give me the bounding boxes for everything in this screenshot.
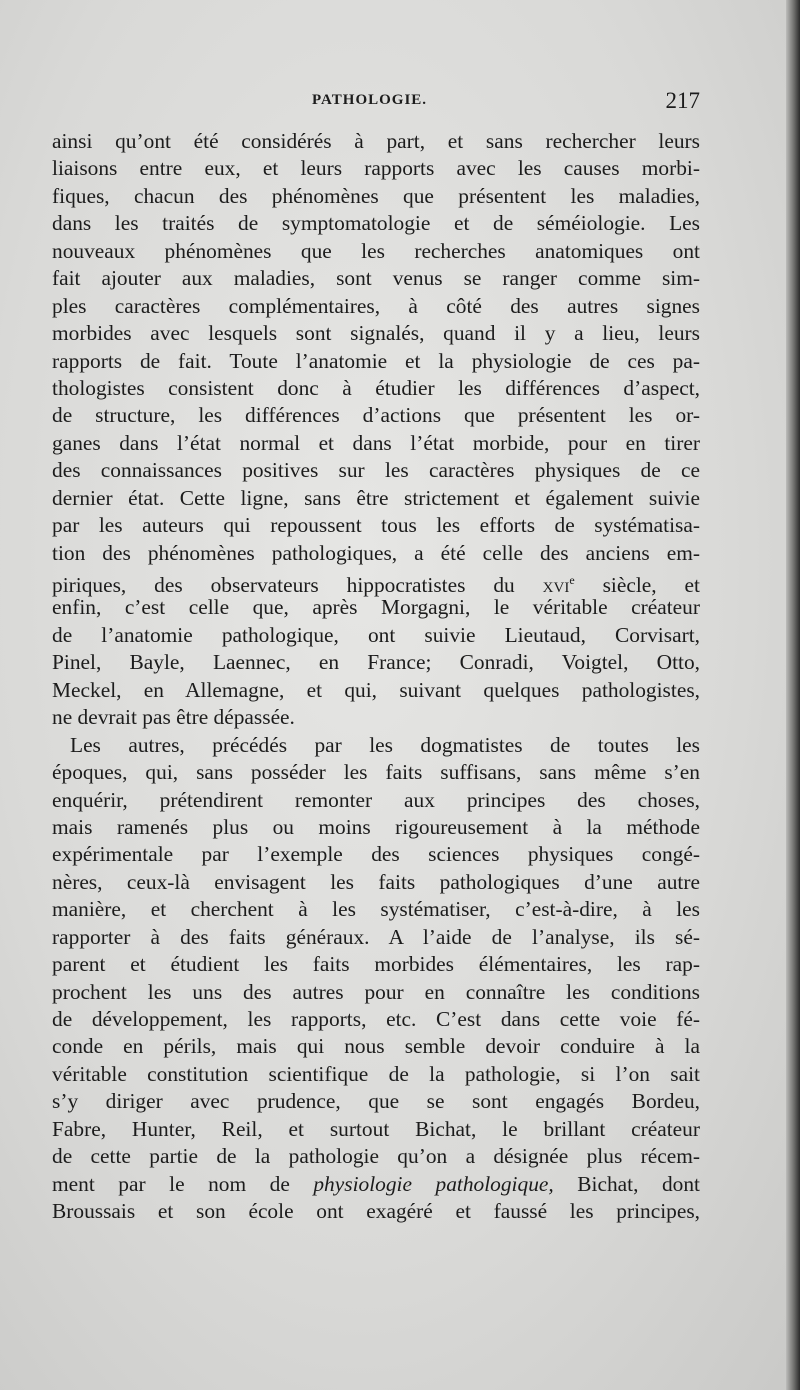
text-line: rapporter à des faits généraux. A l’aide de l’analyse, ils sé- <box>52 924 700 949</box>
superscript: e <box>569 573 575 587</box>
body-text <box>52 128 700 1226</box>
text-line: morbides avec lesquels sont signalés, quand il y a lieu, leurs <box>52 321 700 346</box>
text-line: ganes dans l’état normal et dans l’état morbide, pour en tirer <box>52 430 700 455</box>
text-line: ainsi qu’ont été considérés à part, et sans rechercher leurs <box>52 129 700 153</box>
page-header <box>52 88 700 118</box>
text-line: Pinel, Bayle, Laennec, en France; Conradi, Voigtel, Otto, <box>52 650 700 675</box>
text-line: dernier état. Cette ligne, sans être strictement et également suivie <box>52 485 700 510</box>
text-line: fait ajouter aux maladies, sont venus se ranger comme sim- <box>52 266 700 291</box>
text-line: dans les traités de symptomatologie et de séméiologie. Les <box>52 211 700 236</box>
text-line: mais ramenés plus ou moins rigoureusement à la méthode <box>52 814 700 839</box>
text-line: nouveaux phénomènes que les recherches anatomiques ont <box>52 238 700 263</box>
text-line: de cette partie de la pathologie qu’on a désignée plus récem- <box>52 1144 700 1169</box>
page-number: 217 <box>665 88 700 113</box>
text-line: prochent les uns des autres pour en connaître les conditions <box>52 979 700 1004</box>
text-line: véritable constitution scientifique de la pathologie, si l’on sait <box>52 1061 700 1086</box>
text-line-italic <box>52 1171 700 1198</box>
text-line: tion des phénomènes pathologiques, a été celle des anciens em- <box>52 540 700 565</box>
text-line: thologistes consistent donc à étudier les différences d’aspect, <box>52 375 700 400</box>
text-line: conde en périls, mais qui nous semble devoir conduire à la <box>52 1034 700 1059</box>
text-line: rapports de fait. Toute l’anatomie et la physiologie de ces pa- <box>52 348 700 373</box>
text-line: manière, et cherchent à les systématiser, c’est-à-dire, à les <box>52 897 700 922</box>
running-head: PATHOLOGIE. <box>312 92 428 108</box>
text-line: ne devrait pas être dépassée. <box>52 705 295 730</box>
page-edge-shadow <box>786 0 800 1390</box>
text-line: fiques, chacun des phénomènes que présentent les maladies, <box>52 183 700 208</box>
text-line: liaisons entre eux, et leurs rapports avec les causes morbi- <box>52 156 700 181</box>
text-line: Broussais et son école ont exagéré et faussé les principes, <box>52 1199 700 1224</box>
text-line: époques, qui, sans posséder les faits suffisans, sans même s’en <box>52 760 700 785</box>
text-segment: piriques, des observateurs hippocratistes du xvi <box>52 573 570 598</box>
roman-numeral: xvi <box>542 573 570 598</box>
text-line: enquérir, prétendirent remonter aux principes des choses, <box>52 787 700 812</box>
text-line: Fabre, Hunter, Reil, et surtout Bichat, le brillant créateur <box>52 1116 700 1141</box>
text-line: ples caractères complémentaires, à côté des autres signes <box>52 293 700 318</box>
text-line: par les auteurs qui repoussent tous les efforts de systématisa- <box>52 513 700 538</box>
text-line: expérimentale par l’exemple des sciences physiques congé- <box>52 842 700 867</box>
text-line-century <box>52 567 700 598</box>
text-line: de structure, les différences d’actions que présentent les or- <box>52 403 700 428</box>
text-segment: ment par le nom de <box>52 1171 290 1196</box>
text-line: parent et étudient les faits morbides élémentaires, les rap- <box>52 952 700 977</box>
text-line: s’y diriger avec prudence, que se sont engagés Bordeu, <box>52 1089 700 1114</box>
text-line: des connaissances positives sur les caractères physiques de ce <box>52 458 700 483</box>
text-line: Meckel, en Allemagne, et qui, suivant quelques pathologistes, <box>52 677 700 702</box>
text-line: nères, ceux-là envisagent les faits pathologiques d’une autre <box>52 869 700 894</box>
text-segment: siècle, et <box>574 573 700 598</box>
text-segment: Bichat, dont <box>553 1171 700 1196</box>
italic-phrase: physiologie pathologique, <box>313 1171 554 1196</box>
paragraph-start-line: Les autres, précédés par les dogmatistes de toutes les <box>70 732 700 757</box>
text-line: enfin, c’est celle que, après Morgagni, le véritable créateur <box>52 595 700 620</box>
text-line: de développement, les rapports, etc. C’est dans cette voie fé- <box>52 1007 700 1031</box>
text-line: de l’anatomie pathologique, ont suivie Lieutaud, Corvisart, <box>52 622 700 647</box>
